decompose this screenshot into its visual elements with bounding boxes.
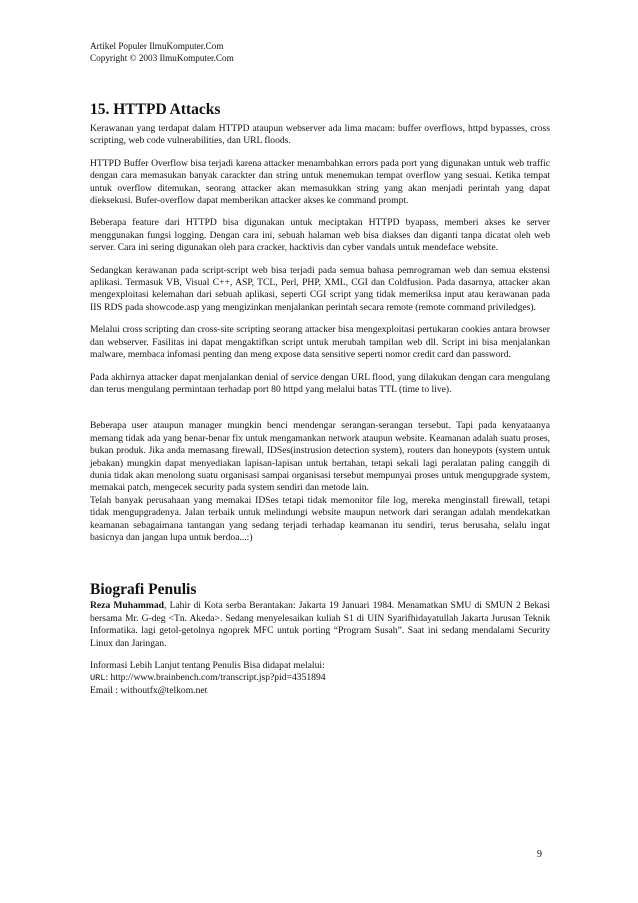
page-header [90, 40, 550, 64]
paragraph-conclusion: Telah banyak perusahaan yang memakai IDSes tetapi tidak memonitor file log, mereka menginstall firewall, tetapi tidak mengupgradenya. Jalan terbaik untuk melindungi website maupun network dari serangan adalah mendekatkan keamanan sebagaimana tantangan yang sedang terjadi terhadap keamanan itu sendiri, terus berusaha, selalu ingat basicnya dan jangan lupa untuk berdoa...:) [90, 494, 550, 543]
header-publication: Artikel Populer IlmuKomputer.Com [90, 41, 224, 51]
url-line [90, 672, 550, 684]
paragraph-web-code: Sedangkan kerawanan pada script-script web bisa terjadi pada semua bahasa pemrograman web dan semua ekstensi aplikasi. Termasuk VB, Visual C++, ASP, TCL, Perl, PHP, XML, CGI dan Coldfusion. Pada dasarnya, attacker akan mengexploitasi kelemahan dari sebuah aplikasi, seperti CGI script yang tidak memeriksa input atau kerawanan pada IIS RDS pada showcode.asp yang mengizinkan menjalankan perintah secara remote (remote command priviledges). [90, 264, 550, 313]
email-line [90, 685, 550, 697]
author-name: Reza Muhammad [90, 600, 165, 612]
bio-paragraph [90, 600, 550, 650]
info-line: Informasi Lebih Lanjut tentang Penulis Bisa didapat melalui: [90, 660, 325, 671]
bio-text: , Lahir di Kota serba Berantakan: Jakarta 19 Januari 1984. Menamatkan SMU di SMUN 2 Bekasi bersama Mr. G-deg <Tn. Akeda>. Sedang menyelesaikan kuliah S1 di UIN Syarifhidayatullah Jakarta Jurusan Teknik Informatika. lagi getol-getolnya ngoprek MFC untuk porting “Program Susah”. Saat ini sedang mendalami Security Linux dan Jaringan. [90, 600, 551, 649]
paragraph-cross-scripting: Melalui cross scripting dan cross-site scripting seorang attacker bisa mengexploitasi pertukaran cookies antara browser dan webserver. Fasilitas ini dapat mengaktifkan script untuk merubah tampilan web dll. Script ini bisa menjalankan malware, membaca infomasi penting dan meng expose data sensitive seperti nomor credit card dan password. [90, 324, 550, 361]
paragraph-bypass: Beberapa feature dari HTTPD bisa digunakan untuk meciptakan HTTPD byapass, memberi akses ke server menggunakan fungsi logging. Dengan cara ini, sebuah halaman web bisa diakses dan diganti tanpa dicatat oleh web server. Cara ini sering digunakan oleh para cracker, hacktivis dan cyber vandals untuk mendeface website. [90, 217, 550, 254]
paragraph-url-flood: Pada akhirnya attacker dapat menjalankan denial of service dengan URL flood, yang dilakukan dengan cara mengulang dan terus mengulang permintaan terhadap port 80 httpd yang melalui batas TTL (time to live). [90, 371, 550, 395]
section-title: 15. HTTPD Attacks [90, 101, 221, 118]
email-label: Email : [90, 684, 118, 696]
paragraph-intro: Kerawanan yang terdapat dalam HTTPD ataupun webserver ada lima macam: buffer overflows, httpd bypasses, cross scripting, web code vulnerabilities, dan URL floods. [90, 123, 550, 147]
url-link[interactable]: : http://www.brainbench.com/transcript.jsp?pid=4351894 [105, 672, 326, 684]
paragraph-buffer-overflow: HTTPD Buffer Overflow bisa terjadi karena attacker menambahkan errors pada port yang digunakan untuk web traffic dengan cara memasukan banyak carackter dan string untuk menemukan tempat overflow yang sesuai. Ketika tempat untuk overflow ditemukan, seorang attacker akan memasukkan string yang akan menjadi perintah yang dapat dieksekusi. Bufer-overflow dapat memberikan attacker akses ke command prompt. [90, 157, 550, 207]
email-link[interactable]: withoutfx@telkom.net [117, 684, 208, 696]
document-page [90, 40, 550, 697]
bio-title: Biografi Penulis [90, 581, 197, 599]
paragraph-security-process: Beberapa user ataupun manager mungkin benci mendengar serangan-serangan tersebut. Tapi pada kenyataanya memang tidak ada yang benar-benar fix untuk mengamankan network ataupun website. Keamanan adalah suatu proses, bukan produk. Jika anda memasang firewall, IDSes(instrusion detection system), routers dan honeypots (system untuk jebakan) mungkin dapat menyediakan lapisan-lapisan untuk bertahan, tetapi sekali lagi peralatan paling canggih di dunia tidak akan menolong suatu organisasi sampai organisasi tersebut mempunyai proses untuk mengupgrade system, memakai patch, mengecek security pada system sendiri dan metode lain. [90, 420, 550, 494]
url-label: URL [90, 673, 106, 684]
page-number: 9 [537, 849, 542, 860]
header-copyright: Copyright © 2003 IlmuKomputer.Com [90, 53, 234, 63]
